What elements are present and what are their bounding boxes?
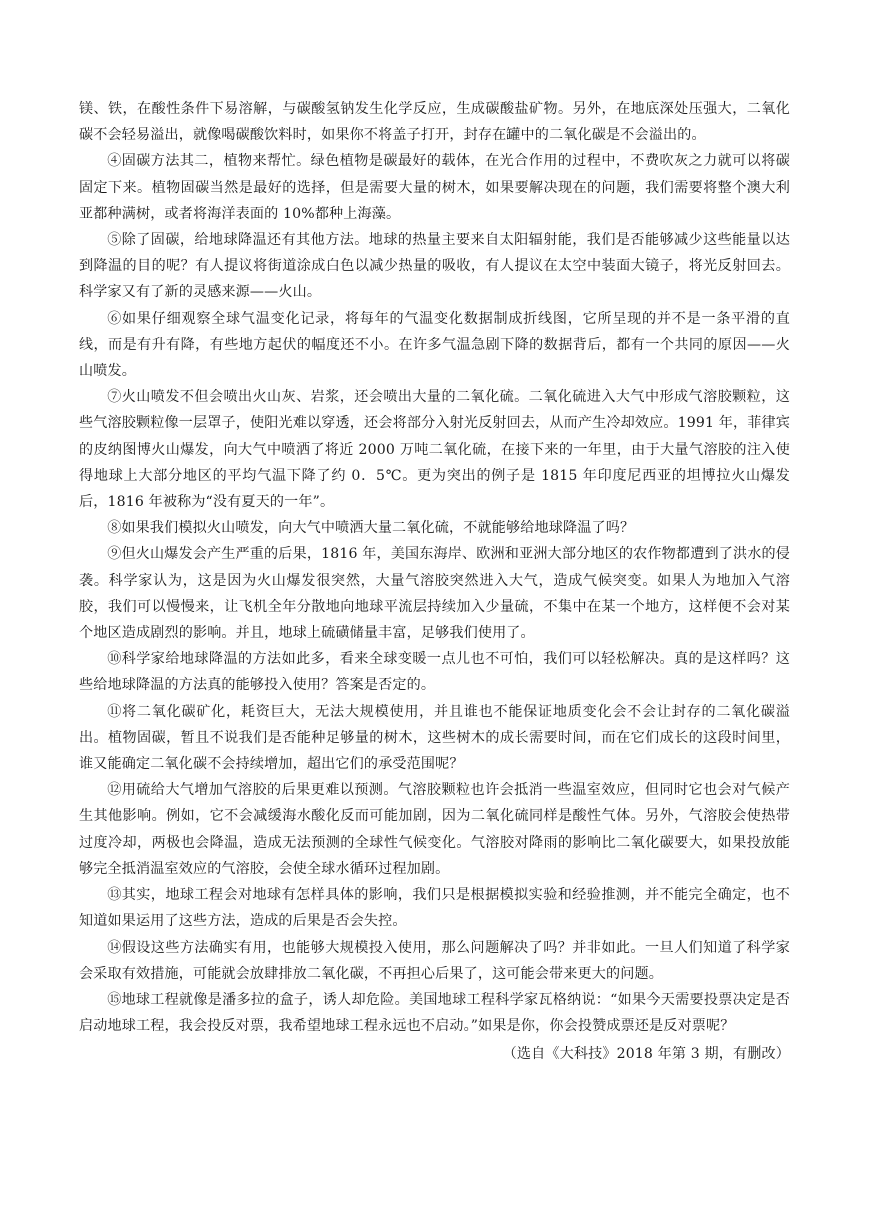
- paragraph-4: ④固碳方法其二，植物来帮忙。绿色植物是碳最好的载体，在光合作用的过程中，不费吹灰之力就可以将碳固定下来。植物固碳当然是最好的选择，但是需要大量的树木，如果要解决现在的问题，我们需要将整个澳大利亚都种满树，或者将海洋表面的 10%都种上海藻。: [79, 153, 790, 222]
- paragraph-10: ⑩科学家给地球降温的方法如此多，看来全球变暖一点儿也不可怕，我们可以轻松解决。真的是这样吗？这些给地球降温的方法真的能够投入使用？答案是否定的。: [79, 651, 790, 694]
- paragraph-12: ⑫用硫给大气增加气溶胶的后果更难以预测。气溶胶颗粒也许会抵消一些温室效应，但同时它也会对气候产生其他影响。例如，它不会减缓海水酸化反而可能加剧，因为二氧化硫同样是酸性气体。另外，气溶胶会使热带过度冷却，两极也会降温，造成无法预测的全球性气候变化。气溶胶对降雨的影响比二氧化碳要大，如果投放能够完全抵消温室效应的气溶胶，会使全球水循环过程加剧。: [79, 782, 790, 877]
- paragraph-14: ⑭假设这些方法确实有用，也能够大规模投入使用，那么问题解决了吗？并非如此。一旦人们知道了科学家会采取有效措施，可能就会放肆排放二氧化碳，不再担心后果了，这可能会带来更大的问题。: [79, 939, 790, 982]
- paragraph-continuation: 镁、铁，在酸性条件下易溶解，与碳酸氢钠发生化学反应，生成碳酸盐矿物。另外，在地底深处压强大，二氧化碳不会轻易溢出，就像喝碳酸饮料时，如果你不将盖子打开，封存在罐中的二氧化碳是不会溢出的。: [79, 101, 790, 144]
- paragraph-5: ⑤除了固碳，给地球降温还有其他方法。地球的热量主要来自太阳辐射能，我们是否能够减少这些能量以达到降温的目的呢？有人提议将街道涂成白色以减少热量的吸收，有人提议在太空中装面大镜子，将光反射回去。科学家又有了新的灵感来源——火山。: [79, 232, 790, 301]
- paragraph-6: ⑥如果仔细观察全球气温变化记录，将每年的气温变化数据制成折线图，它所呈现的并不是一条平滑的直线，而是有升有降，有些地方起伏的幅度还不小。在许多气温急剧下降的数据背后，都有一个共同的原因——火山喷发。: [79, 310, 790, 380]
- paragraph-13: ⑬其实，地球工程会对地球有怎样具体的影响，我们只是根据模拟实验和经验推测，并不能完全确定，也不知道如果运用了这些方法，造成的后果是否会失控。: [79, 887, 790, 930]
- paragraph-15: ⑮地球工程就像是潘多拉的盒子，诱人却危险。美国地球工程科学家瓦格纳说：“如果今天需要投票决定是否启动地球工程，我会投反对票，我希望地球工程永远也不启动。”如果是你，你会投赞成票还是反对票呢？: [79, 991, 790, 1035]
- paragraph-7: ⑦火山喷发不但会喷出火山灰、岩浆，还会喷出大量的二氧化硫。二氧化硫进入大气中形成气溶胶颗粒，这些气溶胶颗粒像一层罩子，使阳光难以穿透，还会将部分入射光反射回去，从而产生冷却效应。1991 年，菲律宾的皮纳图博火山爆发，向大气中喷洒了将近 2000 万吨二氧化硫，在接下来的一年里，由于大量气溶胶的注入使得地球上大部分地区的平均气温下降了约 0．5℃。更为突出的例子是 1815 年印度尼西亚的坦博拉火山爆发后，1816 年被称为“没有夏天的一年”。: [79, 389, 790, 511]
- source-citation: （选自《大科技》2018 年第 3 期，有删改）: [502, 1046, 790, 1063]
- paragraph-9: ⑨但火山爆发会产生严重的后果，1816 年，美国东海岸、欧洲和亚洲大部分地区的农作物都遭到了洪水的侵袭。科学家认为，这是因为火山爆发很突然，大量气溶胶突然进入大气，造成气候突变。如果人为地加入气溶胶，我们可以慢慢来，让飞机全年分散地向地球平流层持续加入少量硫，不集中在某一个地方，这样便不会对某个地区造成剧烈的影响。并且，地球上硫磺储量丰富，足够我们使用了。: [79, 546, 790, 642]
- paragraph-11: ⑪将二氧化碳矿化，耗资巨大，无法大规模使用，并且谁也不能保证地质变化会不会让封存的二氧化碳溢出。植物固碳，暂且不说我们是否能种足够量的树木，这些树木的成长需要时间，而在它们成长的这段时间里，谁又能确定二氧化碳不会持续增加，超出它们的承受范围呢？: [79, 703, 790, 773]
- paragraph-8: ⑧如果我们模拟火山喷发，向大气中喷洒大量二氧化硫，不就能够给地球降温了吗？: [107, 520, 635, 537]
